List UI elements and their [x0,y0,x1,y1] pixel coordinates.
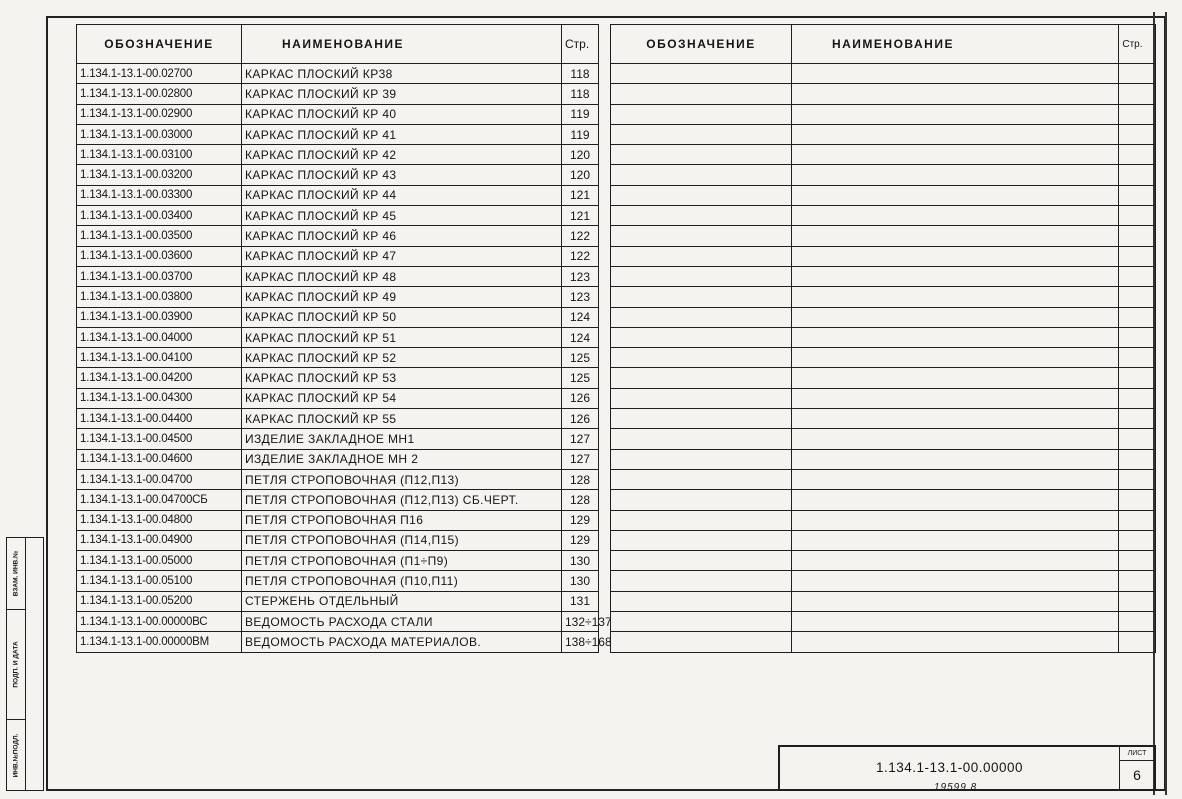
row-page [1119,612,1156,632]
row-page: 120 [562,145,599,165]
table-row [77,409,599,429]
table-row [611,591,1156,611]
row-page: 126 [562,409,599,429]
table-row [77,246,599,266]
register-table-left [76,24,612,653]
row-code [611,490,792,510]
row-code: 1.134.1-13.1-00.03800 [77,287,242,307]
table-row [77,327,599,347]
approval-label-replaced: ВЗАМ. ИНВ.№ [12,550,20,597]
table-header-row [611,25,1156,64]
row-name [791,124,1118,144]
row-page: 123 [562,266,599,286]
row-code [611,124,792,144]
row-code: 1.134.1-13.1-00.04100 [77,348,242,368]
table-row [77,490,599,510]
row-page: 128 [562,490,599,510]
row-page [1119,165,1156,185]
row-code: 1.134.1-13.1-00.03700 [77,266,242,286]
table-row [611,64,1156,84]
row-code [611,571,792,591]
row-name: ПЕТЛЯ СТРОПОВОЧНАЯ (П14,П15) [242,530,562,550]
row-code [611,327,792,347]
row-page [1119,84,1156,104]
row-page: 129 [562,530,599,550]
row-code [611,368,792,388]
row-page [1119,368,1156,388]
table-row [611,571,1156,591]
row-name [791,591,1118,611]
row-name: ПЕТЛЯ СТРОПОВОЧНАЯ (П1÷П9) [242,551,562,571]
row-page: 130 [562,551,599,571]
row-page [1119,266,1156,286]
row-name [791,510,1118,530]
row-code: 1.134.1-13.1-00.02900 [77,104,242,124]
table-row [77,226,599,246]
row-code [611,226,792,246]
row-page [1119,104,1156,124]
row-page [1119,124,1156,144]
row-page [1119,246,1156,266]
table-row [77,388,599,408]
row-page [1119,490,1156,510]
row-name [791,307,1118,327]
row-code [611,530,792,550]
row-code: 1.134.1-13.1-00.04700 [77,469,242,489]
row-page: 124 [562,327,599,347]
row-name [791,266,1118,286]
table-row [611,206,1156,226]
row-code [611,510,792,530]
table-row [611,246,1156,266]
register-rows-empty [611,64,1156,653]
row-code [611,449,792,469]
row-name: КАРКАС ПЛОСКИЙ КР 54 [242,388,562,408]
row-name: КАРКАС ПЛОСКИЙ КР 43 [242,165,562,185]
row-name [791,429,1118,449]
row-code [611,287,792,307]
header-name: НАИМЕНОВАНИЕ [242,25,562,64]
table-row [611,632,1156,652]
row-name: КАРКАС ПЛОСКИЙ КР 47 [242,246,562,266]
row-page [1119,591,1156,611]
row-page: 138÷168 [562,632,599,652]
row-page [1119,327,1156,347]
approval-cell-replaced [7,538,25,610]
row-name [791,612,1118,632]
row-code [611,551,792,571]
row-name: КАРКАС ПЛОСКИЙ КР 50 [242,307,562,327]
row-page [1119,348,1156,368]
row-name [791,368,1118,388]
row-name [791,469,1118,489]
approval-cell-inventory [7,720,25,790]
row-name [791,104,1118,124]
row-code: 1.134.1-13.1-00.04700СБ [77,490,242,510]
row-name [791,226,1118,246]
row-name: ИЗДЕЛИЕ ЗАКЛАДНОЕ МН1 [242,429,562,449]
row-code [611,266,792,286]
row-code [611,348,792,368]
row-code: 1.134.1-13.1-00.04000 [77,327,242,347]
row-name: ВЕДОМОСТЬ РАСХОДА МАТЕРИАЛОВ. [242,632,562,652]
table-row [77,571,599,591]
row-page: 125 [562,368,599,388]
row-code: 1.134.1-13.1-00.04600 [77,449,242,469]
table-row [611,368,1156,388]
row-code: 1.134.1-13.1-00.04400 [77,409,242,429]
header-page: Стр. [562,25,599,64]
row-name [791,206,1118,226]
row-name [791,185,1118,205]
row-code [611,64,792,84]
table-row [611,490,1156,510]
row-name: ПЕТЛЯ СТРОПОВОЧНАЯ (П12,П13) СБ.ЧЕРТ. [242,490,562,510]
row-page: 132÷137 [562,612,599,632]
row-page [1119,469,1156,489]
row-page: 119 [562,104,599,124]
table-row [77,145,599,165]
row-name: КАРКАС ПЛОСКИЙ КР 44 [242,185,562,205]
row-code: 1.134.1-13.1-00.04800 [77,510,242,530]
row-code [611,612,792,632]
row-code: 1.134.1-13.1-00.04900 [77,530,242,550]
row-page: 123 [562,287,599,307]
table-row [77,469,599,489]
row-code: 1.134.1-13.1-00.05000 [77,551,242,571]
archive-number: 19599 8 [934,782,978,793]
row-code [611,469,792,489]
row-page [1119,185,1156,205]
row-name: КАРКАС ПЛОСКИЙ КР 51 [242,327,562,347]
row-page: 122 [562,226,599,246]
table-row [77,510,599,530]
row-page: 125 [562,348,599,368]
table-row [611,551,1156,571]
row-page: 122 [562,246,599,266]
row-name: ВЕДОМОСТЬ РАСХОДА СТАЛИ [242,612,562,632]
row-code: 1.134.1-13.1-00.00000ВМ [77,632,242,652]
row-name: ИЗДЕЛИЕ ЗАКЛАДНОЕ МН 2 [242,449,562,469]
row-page: 119 [562,124,599,144]
table-row [611,348,1156,368]
row-code: 1.134.1-13.1-00.03000 [77,124,242,144]
register-rows [77,64,612,653]
row-code [611,307,792,327]
row-name: КАРКАС ПЛОСКИЙ КР 49 [242,287,562,307]
row-name: ПЕТЛЯ СТРОПОВОЧНАЯ (П12,П13) [242,469,562,489]
row-page [1119,530,1156,550]
row-name: ПЕТЛЯ СТРОПОВОЧНАЯ П16 [242,510,562,530]
row-name [791,165,1118,185]
table-row [77,206,599,226]
row-name [791,551,1118,571]
row-page: 129 [562,510,599,530]
header-name: НАИМЕНОВАНИЕ [791,25,1118,64]
row-page: 124 [562,307,599,327]
row-code [611,409,792,429]
row-page [1119,307,1156,327]
row-code [611,206,792,226]
row-code: 1.134.1-13.1-00.04500 [77,429,242,449]
table-row [611,104,1156,124]
table-row [77,591,599,611]
table-row [77,287,599,307]
row-name [791,246,1118,266]
row-name: КАРКАС ПЛОСКИЙ КР38 [242,64,562,84]
row-page: 127 [562,429,599,449]
row-page [1119,64,1156,84]
row-page: 126 [562,388,599,408]
row-code: 1.134.1-13.1-00.03300 [77,185,242,205]
row-name [791,388,1118,408]
sheet-number: 6 [1133,767,1141,783]
row-name: КАРКАС ПЛОСКИЙ КР 41 [242,124,562,144]
row-code [611,246,792,266]
row-page: 121 [562,206,599,226]
row-code: 1.134.1-13.1-00.05100 [77,571,242,591]
table-row [611,449,1156,469]
row-page: 120 [562,165,599,185]
row-name [791,327,1118,347]
row-name [791,409,1118,429]
row-name [791,530,1118,550]
sheet-label: ЛИСТ [1120,747,1154,761]
row-code: 1.134.1-13.1-00.03500 [77,226,242,246]
row-code: 1.134.1-13.1-00.03100 [77,145,242,165]
table-row [611,266,1156,286]
row-code [611,429,792,449]
row-page [1119,287,1156,307]
row-name [791,571,1118,591]
table-row [611,429,1156,449]
table-row [77,165,599,185]
row-page [1119,510,1156,530]
table-row [77,612,599,632]
approval-cell-signature [7,610,25,720]
table-row [611,84,1156,104]
table-row [77,124,599,144]
row-page [1119,145,1156,165]
row-page [1119,449,1156,469]
table-row [611,226,1156,246]
table-row [611,388,1156,408]
table-row [77,84,599,104]
row-code: 1.134.1-13.1-00.00000ВС [77,612,242,632]
header-designation: ОБОЗНАЧЕНИЕ [611,25,792,64]
row-code: 1.134.1-13.1-00.05200 [77,591,242,611]
row-code: 1.134.1-13.1-00.04300 [77,388,242,408]
row-code [611,591,792,611]
row-page: 130 [562,571,599,591]
row-page: 118 [562,84,599,104]
row-code: 1.134.1-13.1-00.02700 [77,64,242,84]
table-row [611,510,1156,530]
row-name [791,632,1118,652]
row-name: КАРКАС ПЛОСКИЙ КР 46 [242,226,562,246]
row-name: КАРКАС ПЛОСКИЙ КР 52 [242,348,562,368]
table-row [77,530,599,550]
approval-label-inventory: ИНВ.№ПОДЛ. [12,733,20,777]
row-page: 131 [562,591,599,611]
table-row [77,64,599,84]
row-name: СТЕРЖЕНЬ ОТДЕЛЬНЫЙ [242,591,562,611]
row-name [791,449,1118,469]
table-row [77,449,599,469]
row-code [611,104,792,124]
row-code: 1.134.1-13.1-00.03600 [77,246,242,266]
approval-strip-column [7,538,26,790]
table-row [77,307,599,327]
table-row [77,348,599,368]
row-page: 121 [562,185,599,205]
row-page [1119,551,1156,571]
table-row [611,469,1156,489]
row-page [1119,571,1156,591]
row-name: КАРКАС ПЛОСКИЙ КР 40 [242,104,562,124]
row-name [791,490,1118,510]
table-row [611,185,1156,205]
row-code: 1.134.1-13.1-00.03400 [77,206,242,226]
table-row [611,327,1156,347]
row-name [791,64,1118,84]
row-name: КАРКАС ПЛОСКИЙ КР 53 [242,368,562,388]
row-name [791,348,1118,368]
row-code: 1.134.1-13.1-00.02800 [77,84,242,104]
row-code: 1.134.1-13.1-00.04200 [77,368,242,388]
approval-label-signature: ПОДП. И ДАТА [12,641,20,688]
row-page [1119,632,1156,652]
row-name: КАРКАС ПЛОСКИЙ КР 48 [242,266,562,286]
row-code [611,632,792,652]
row-code [611,388,792,408]
row-name [791,145,1118,165]
row-code: 1.134.1-13.1-00.03200 [77,165,242,185]
header-page: Стр. [1119,25,1156,64]
row-code [611,84,792,104]
table-row [77,551,599,571]
row-name: КАРКАС ПЛОСКИЙ КР 39 [242,84,562,104]
table-row [611,124,1156,144]
table-row [611,287,1156,307]
row-code [611,165,792,185]
row-code [611,185,792,205]
row-name [791,287,1118,307]
row-page: 127 [562,449,599,469]
row-page [1119,429,1156,449]
table-row [77,632,599,652]
table-row [77,185,599,205]
row-page [1119,226,1156,246]
row-code [611,145,792,165]
table-row [611,165,1156,185]
row-name: КАРКАС ПЛОСКИЙ КР 55 [242,409,562,429]
header-designation: ОБОЗНАЧЕНИЕ [77,25,242,64]
document-code: 1.134.1-13.1-00.00000 [780,747,1120,789]
row-page [1119,409,1156,429]
row-page: 118 [562,64,599,84]
table-row [77,429,599,449]
approval-strip [6,537,44,791]
table-row [611,409,1156,429]
register-table-right [610,24,1156,653]
row-page [1119,206,1156,226]
row-page [1119,388,1156,408]
row-name: ПЕТЛЯ СТРОПОВОЧНАЯ (П10,П11) [242,571,562,591]
row-name [791,84,1118,104]
table-row [77,104,599,124]
table-row [611,307,1156,327]
table-row [611,145,1156,165]
row-page: 128 [562,469,599,489]
table-row [611,612,1156,632]
table-row [77,266,599,286]
row-name: КАРКАС ПЛОСКИЙ КР 45 [242,206,562,226]
table-row [77,368,599,388]
table-row [611,530,1156,550]
row-code: 1.134.1-13.1-00.03900 [77,307,242,327]
table-header-row [77,25,599,64]
row-name: КАРКАС ПЛОСКИЙ КР 42 [242,145,562,165]
